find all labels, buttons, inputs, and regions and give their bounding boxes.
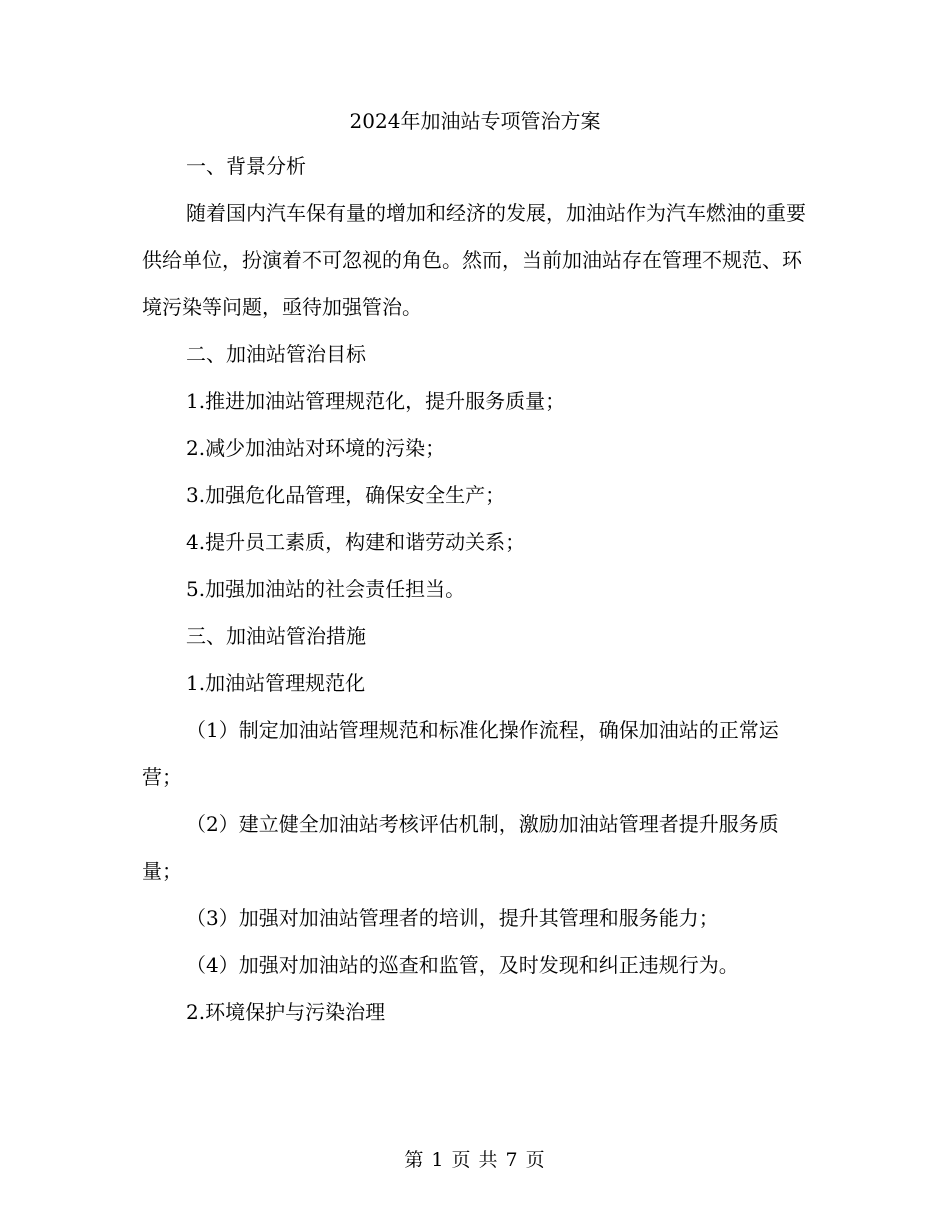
measure-heading-1: 1.加油站管理规范化	[186, 671, 366, 695]
measure-item-4: （4）加强对加油站的巡查和监管，及时发现和纠正违规行为。	[186, 953, 739, 977]
document-body	[142, 143, 810, 1036]
measure-item-3: （3）加强对加油站管理者的培训，提升其管理和服务能力；	[186, 906, 719, 930]
goal-item-2: 2.减少加油站对环境的污染；	[186, 436, 446, 460]
goal-item-5: 5.加强加油站的社会责任担当。	[186, 577, 466, 601]
measure-heading-2: 2.环境保护与污染治理	[186, 1000, 386, 1024]
page-number: 第 1 页 共 7 页	[404, 1149, 546, 1171]
measure-item-1: （1）制定加油站管理规范和标准化操作流程，确保加油站的正常运营；	[142, 718, 779, 789]
section-heading-measures: 三、加油站管治措施	[186, 624, 366, 648]
measure-item-2: （2）建立健全加油站考核评估机制，激励加油站管理者提升服务质量；	[142, 812, 779, 883]
paragraph-background: 随着国内汽车保有量的增加和经济的发展，加油站作为汽车燃油的重要供给单位，扮演着不可忽视的角色。然而，当前加油站存在管理不规范、环境污染等问题，亟待加强管治。	[142, 201, 806, 319]
section-heading-goals: 二、加油站管治目标	[186, 342, 366, 366]
document-title: 2024年加油站专项管治方案	[349, 109, 601, 133]
goal-item-1: 1.推进加油站管理规范化，提升服务质量；	[186, 389, 566, 413]
goal-item-3: 3.加强危化品管理，确保安全生产；	[186, 483, 506, 507]
goal-item-4: 4.提升员工素质，构建和谐劳动关系；	[186, 530, 526, 554]
section-heading-background: 一、背景分析	[186, 154, 306, 178]
